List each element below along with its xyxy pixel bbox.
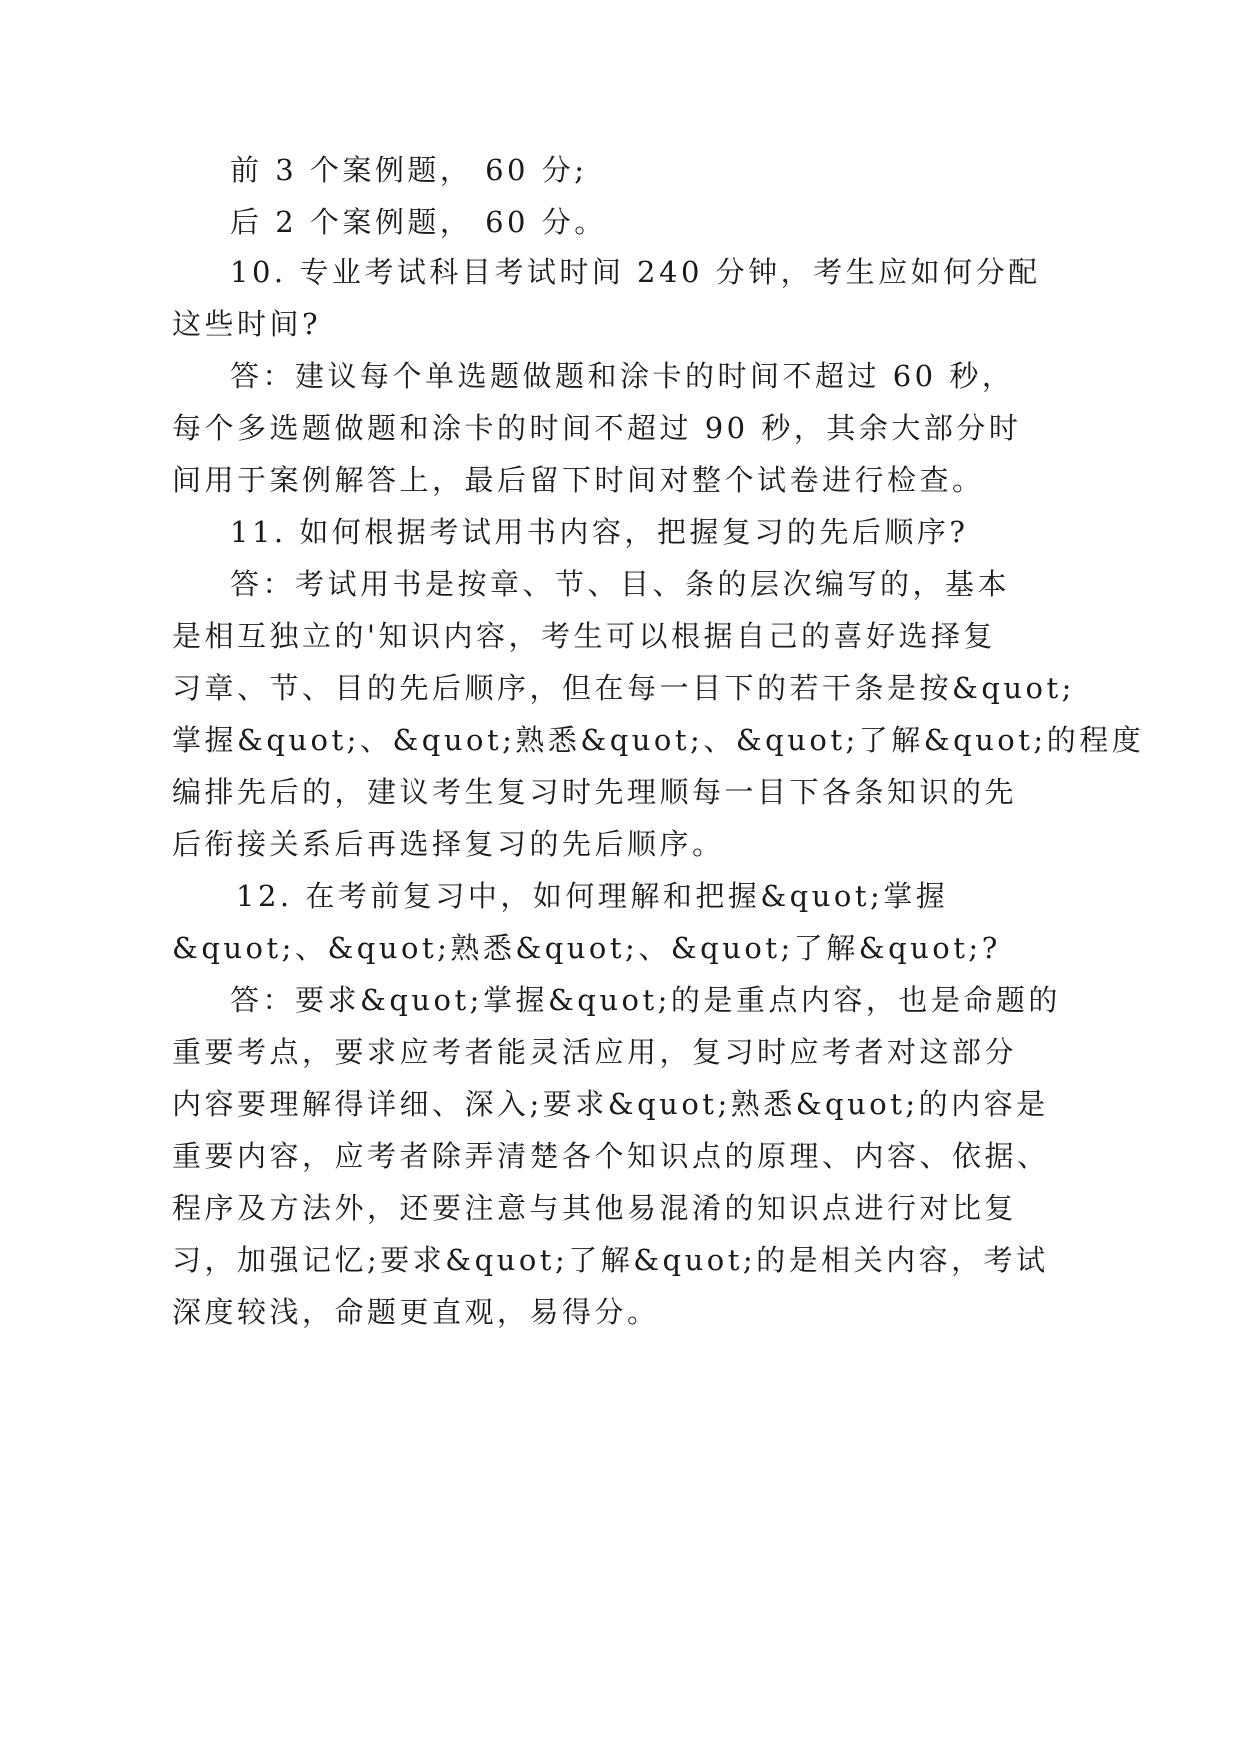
text-line: 是相互独立的'知识内容，考生可以根据自己的喜好选择复 [172,619,996,653]
text-line: 习，加强记忆;要求&quot;了解&quot;的是相关内容，考试 [172,1243,1049,1277]
text-line: 深度较浅，命题更直观，易得分。 [172,1295,660,1329]
text-line: 掌握&quot;、&quot;熟悉&quot;、&quot;了解&quot;的程度 [172,723,1145,757]
text-line: 11. 如何根据考试用书内容，把握复习的先后顺序? [230,515,969,549]
text-line: 编排先后的，建议考生复习时先理顺每一目下各条知识的先 [172,775,1018,809]
text-line: 重要内容，应考者除弄清楚各个知识点的原理、内容、依据、 [172,1139,1050,1173]
text-line: 前 3 个案例题， 60 分; [230,153,588,187]
text-line: 答：考试用书是按章、节、目、条的层次编写的，基本 [230,567,1011,601]
text-line: 内容要理解得详细、深入;要求&quot;熟悉&quot;的内容是 [172,1087,1049,1121]
text-line: &quot;、&quot;熟悉&quot;、&quot;了解&quot;? [172,931,1001,965]
text-line: 习章、节、目的先后顺序，但在每一目下的若干条是按&quot; [172,671,1075,705]
text-line: 答：建议每个单选题做题和涂卡的时间不超过 60 秒， [230,359,1015,393]
text-line: 这些时间? [172,307,322,341]
text-line: 12. 在考前复习中，如何理解和把握&quot;掌握 [236,879,949,913]
text-line: 10. 专业考试科目考试时间 240 分钟，考生应如何分配 [230,255,1041,289]
text-line: 重要考点，要求应考者能灵活应用，复习时应考者对这部分 [172,1035,1018,1069]
text-line: 后衔接关系后再选择复习的先后顺序。 [172,827,725,861]
text-line: 答：要求&quot;掌握&quot;的是重点内容，也是命题的 [230,983,1061,1017]
text-line: 间用于案例解答上，最后留下时间对整个试卷进行检查。 [172,463,985,497]
text-line: 程序及方法外，还要注意与其他易混淆的知识点进行对比复 [172,1191,1018,1225]
text-line: 每个多选题做题和涂卡的时间不超过 90 秒，其余大部分时 [172,411,1022,445]
text-line: 后 2 个案例题， 60 分。 [230,205,607,239]
